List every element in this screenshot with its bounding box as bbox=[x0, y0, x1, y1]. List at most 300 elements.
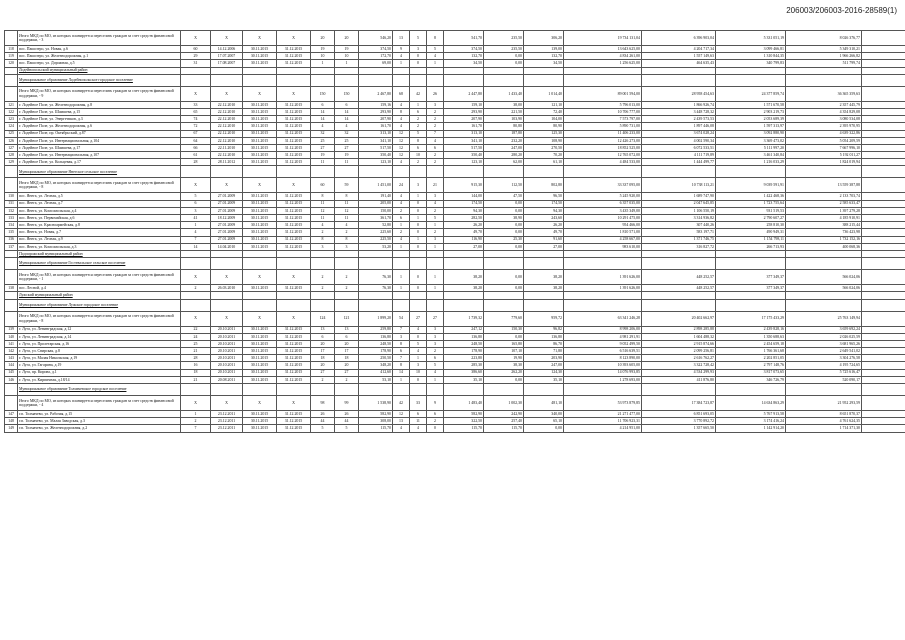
cell-value: X bbox=[181, 311, 211, 326]
cell-value: 3 bbox=[427, 236, 444, 243]
table-body bbox=[5, 31, 905, 433]
empty-cell bbox=[862, 369, 905, 376]
cell-value: 22.12.2010 bbox=[211, 123, 243, 130]
cell-value: 0,00 bbox=[484, 207, 524, 214]
cell-value: 4 bbox=[393, 53, 410, 60]
cell-value: 1 597 313,97 bbox=[716, 123, 786, 130]
empty-cell bbox=[862, 340, 905, 347]
empty-cell bbox=[427, 67, 444, 74]
cell-value: 16 bbox=[181, 362, 211, 369]
cell-value: 31.12.2015 bbox=[277, 193, 311, 200]
section-row bbox=[5, 166, 905, 178]
cell-value: 6 516 639,51 bbox=[564, 348, 642, 355]
cell-value: 30.11.2015 bbox=[243, 348, 277, 355]
cell-value: 2 bbox=[311, 229, 335, 236]
empty-cell bbox=[484, 67, 524, 74]
cell-value: 13 bbox=[393, 418, 410, 425]
cell-value: 4 bbox=[311, 123, 335, 130]
cell-address: Итого МКД по МО, из которых планируется переселить граждан за счет средств финансовой поддержки, - 1 bbox=[18, 270, 181, 285]
cell-value: 64 bbox=[181, 137, 211, 144]
cell-num: 122 bbox=[5, 108, 18, 115]
empty-cell bbox=[862, 355, 905, 362]
empty-cell bbox=[862, 144, 905, 151]
cell-value: 150 bbox=[335, 86, 359, 101]
cell-value: 225,50 bbox=[359, 236, 393, 243]
cell-value: 4 534 299,93 bbox=[642, 369, 716, 376]
cell-value: 3 bbox=[427, 326, 444, 333]
cell-value: 187,80 bbox=[484, 130, 524, 137]
cell-value: 2 bbox=[427, 207, 444, 214]
cell-value: 30.11.2015 bbox=[243, 60, 277, 67]
cell-num: 137 bbox=[5, 243, 18, 250]
cell-value: 582,90 bbox=[359, 411, 393, 418]
cell-value: 2 bbox=[427, 348, 444, 355]
cell-value: 0 bbox=[410, 229, 427, 236]
cell-value: 3 817 073,65 bbox=[716, 369, 786, 376]
cell-address: пос. Янега, ул. Лесная, д.7 bbox=[18, 200, 181, 207]
cell-address: г. Луга, ул. Свирская, д.8 bbox=[18, 348, 181, 355]
empty-cell bbox=[243, 258, 277, 270]
section-row bbox=[5, 292, 905, 299]
cell-value: 32 bbox=[335, 130, 359, 137]
cell-num: 142 bbox=[5, 348, 18, 355]
cell-value: 412,60 bbox=[359, 369, 393, 376]
section-title: Муниципальное образование Лодейнопольское городское поселение bbox=[18, 74, 181, 86]
empty-cell bbox=[444, 384, 484, 396]
cell-value: 8 651 870,37 bbox=[786, 411, 862, 418]
cell-value: 121,10 bbox=[524, 101, 564, 108]
cell-value: 22.12.2010 bbox=[211, 137, 243, 144]
cell-value: 17.08.2007 bbox=[211, 60, 243, 67]
cell-value: 1 bbox=[427, 285, 444, 292]
cell-value: 3 314 936,82 bbox=[642, 215, 716, 222]
cell-value: 3 bbox=[410, 178, 427, 193]
cell-value: 6 bbox=[181, 200, 211, 207]
cell-value: 4 bbox=[393, 123, 410, 130]
cell-value: 316 827,72 bbox=[642, 243, 716, 250]
empty-cell bbox=[484, 299, 524, 311]
cell-value: 72 bbox=[181, 123, 211, 130]
cell-address: г.п. Толмачево, ул. Железнодорожная, д.2 bbox=[18, 425, 181, 432]
cell-value: 225,60 bbox=[359, 229, 393, 236]
cell-num: 138 bbox=[5, 285, 18, 292]
empty-cell bbox=[181, 250, 211, 257]
empty-cell bbox=[181, 292, 211, 299]
empty-cell bbox=[862, 60, 905, 67]
cell-value: 30.11.2015 bbox=[243, 376, 277, 383]
cell-address: г. Лодейное Поле, ул. Энергетиков, д.3 bbox=[18, 116, 181, 123]
cell-value: 5 111 997,20 bbox=[716, 144, 786, 151]
empty-cell bbox=[642, 258, 716, 270]
cell-value: 20 bbox=[335, 362, 359, 369]
empty-cell bbox=[862, 299, 905, 311]
empty-cell bbox=[335, 299, 359, 311]
cell-value: 25 bbox=[335, 137, 359, 144]
cell-value: X bbox=[243, 396, 277, 411]
cell-value: 178,90 bbox=[359, 348, 393, 355]
empty-cell bbox=[410, 250, 427, 257]
cell-value: 3 bbox=[335, 243, 359, 250]
cell-value: 3 461 340,84 bbox=[716, 152, 786, 159]
cell-value: 2 bbox=[410, 123, 427, 130]
cell-value: 108,90 bbox=[524, 137, 564, 144]
cell-value: 25 763 149,94 bbox=[786, 311, 862, 326]
table-row bbox=[5, 348, 905, 355]
cell-value: X bbox=[211, 396, 243, 411]
empty-cell bbox=[410, 299, 427, 311]
cell-value: 0,00 bbox=[484, 333, 524, 340]
cell-value: 17 bbox=[335, 348, 359, 355]
cell-value: 12 426 273,00 bbox=[564, 137, 642, 144]
cell-value: 400 068,36 bbox=[786, 243, 862, 250]
cell-value: 8 bbox=[393, 108, 410, 115]
cell-value: 139,00 bbox=[524, 46, 564, 53]
cell-value: 99 bbox=[335, 396, 359, 411]
cell-num: 141 bbox=[5, 340, 18, 347]
document-id: 206003/206003-2016-28589(1) bbox=[786, 6, 897, 15]
cell-num: 130 bbox=[5, 193, 18, 200]
cell-value: 150,30 bbox=[484, 326, 524, 333]
cell-value: 223,80 bbox=[444, 355, 484, 362]
cell-value: 19 bbox=[335, 46, 359, 53]
table-row bbox=[5, 116, 905, 123]
cell-value: 5 890 731,00 bbox=[564, 123, 642, 130]
cell-address: пос. Янега, ул. Первомайская, д.6 bbox=[18, 215, 181, 222]
cell-value: 2 bbox=[181, 285, 211, 292]
empty-cell bbox=[564, 258, 642, 270]
cell-value: 2 bbox=[410, 116, 427, 123]
cell-value: 5 bbox=[410, 340, 427, 347]
cell-value: 19 bbox=[311, 46, 335, 53]
cell-value: 0,00 bbox=[484, 285, 524, 292]
cell-value: 42 bbox=[393, 396, 410, 411]
empty-cell bbox=[359, 74, 393, 86]
cell-value: 2 bbox=[393, 207, 410, 214]
cell-value: 5 192 011,27 bbox=[786, 152, 862, 159]
cell-value: 38,20 bbox=[524, 285, 564, 292]
cell-value: 247,00 bbox=[484, 144, 524, 151]
cell-value: 350,40 bbox=[444, 152, 484, 159]
cell-value: 2 bbox=[427, 108, 444, 115]
empty-cell bbox=[427, 250, 444, 257]
cell-value: 1 bbox=[427, 60, 444, 67]
empty-cell bbox=[359, 250, 393, 257]
cell-num bbox=[5, 86, 18, 101]
cell-value: 5 054 209,59 bbox=[786, 137, 862, 144]
cell-value: 2 099 256,81 bbox=[642, 348, 716, 355]
cell-value: 12 765 072,00 bbox=[564, 152, 642, 159]
empty-cell bbox=[393, 74, 410, 86]
empty-cell bbox=[642, 292, 716, 299]
cell-value: 541,70 bbox=[444, 31, 484, 46]
cell-num: 144 bbox=[5, 362, 18, 369]
section-title: Муниципальное образование Толмачевское городское поселение bbox=[18, 384, 181, 396]
cell-value: 22 bbox=[181, 326, 211, 333]
cell-num bbox=[5, 384, 18, 396]
empty-cell bbox=[243, 74, 277, 86]
empty-cell bbox=[444, 67, 484, 74]
empty-cell bbox=[862, 215, 905, 222]
cell-value: 931 519,53 bbox=[716, 207, 786, 214]
cell-value: 348,20 bbox=[359, 362, 393, 369]
cell-value: 32 bbox=[311, 130, 335, 137]
cell-value: 27 bbox=[335, 144, 359, 151]
cell-value: 388 215,44 bbox=[786, 222, 862, 229]
cell-value: 1 571 670,58 bbox=[716, 101, 786, 108]
cell-value: X bbox=[277, 178, 311, 193]
cell-value: 22.12.2010 bbox=[211, 116, 243, 123]
cell-value: 91,60 bbox=[524, 236, 564, 243]
empty-cell bbox=[277, 299, 311, 311]
empty-cell bbox=[211, 250, 243, 257]
empty-cell bbox=[716, 250, 786, 257]
cell-value: 248,50 bbox=[359, 340, 393, 347]
cell-num bbox=[5, 67, 18, 74]
empty-cell bbox=[862, 53, 905, 60]
cell-value: 61,10 bbox=[524, 159, 564, 166]
cell-value: 31.12.2015 bbox=[277, 425, 311, 432]
cell-value: 6 357 035,00 bbox=[564, 200, 642, 207]
empty-cell bbox=[243, 384, 277, 396]
cell-value: 4 bbox=[427, 369, 444, 376]
cell-value: 5 bbox=[427, 46, 444, 53]
cell-value: 11 706 923,31 bbox=[564, 418, 642, 425]
cell-value: X bbox=[277, 270, 311, 285]
cell-value: 24 bbox=[181, 333, 211, 340]
cell-value: 1 bbox=[427, 222, 444, 229]
empty-cell bbox=[311, 292, 335, 299]
cell-value: 22.11.2010 bbox=[211, 144, 243, 151]
cell-value: 285,30 bbox=[444, 362, 484, 369]
cell-value: 12 bbox=[393, 152, 410, 159]
empty-cell bbox=[335, 384, 359, 396]
empty-cell bbox=[393, 258, 410, 270]
empty-cell bbox=[359, 292, 393, 299]
cell-value: 27 bbox=[311, 144, 335, 151]
cell-value: 5 bbox=[427, 215, 444, 222]
empty-cell bbox=[427, 292, 444, 299]
empty-cell bbox=[564, 292, 642, 299]
cell-value: 28.11.2012 bbox=[211, 159, 243, 166]
cell-value: 30.11.2015 bbox=[243, 243, 277, 250]
cell-value: 2 bbox=[335, 229, 359, 236]
cell-address: г. Лодейное Поле, ул. Железнодорожная, д.8 bbox=[18, 101, 181, 108]
cell-value: 31.12.2015 bbox=[277, 60, 311, 67]
table-row bbox=[5, 123, 905, 130]
empty-cell bbox=[862, 243, 905, 250]
empty-cell bbox=[862, 222, 905, 229]
cell-value: 136,80 bbox=[524, 333, 564, 340]
cell-value: X bbox=[277, 31, 311, 46]
cell-value: 6 bbox=[410, 144, 427, 151]
cell-value: 6 bbox=[393, 215, 410, 222]
cell-value: 31.12.2015 bbox=[277, 355, 311, 362]
empty-cell bbox=[642, 384, 716, 396]
empty-cell bbox=[335, 67, 359, 74]
cell-value: 172,70 bbox=[359, 53, 393, 60]
cell-value: 18 bbox=[181, 369, 211, 376]
empty-cell bbox=[862, 384, 905, 396]
empty-cell bbox=[277, 292, 311, 299]
empty-cell bbox=[211, 292, 243, 299]
cell-value: X bbox=[243, 31, 277, 46]
cell-value: 14 bbox=[181, 243, 211, 250]
cell-value: 13 559 387,88 bbox=[786, 178, 862, 193]
cell-num bbox=[5, 74, 18, 86]
empty-cell bbox=[211, 67, 243, 74]
cell-value: 4 002 590,34 bbox=[642, 137, 716, 144]
cell-address: г. Лодейное Поле, ул. Интернациональная, д.104 bbox=[18, 137, 181, 144]
cell-value: 7 bbox=[181, 236, 211, 243]
cell-value: 4 111 719,89 bbox=[642, 152, 716, 159]
cell-value: 68 bbox=[393, 86, 410, 101]
total-row bbox=[5, 311, 905, 326]
cell-value: 2 bbox=[410, 159, 427, 166]
empty-cell bbox=[311, 67, 335, 74]
cell-value: 0 bbox=[410, 376, 427, 383]
cell-num bbox=[5, 166, 18, 178]
cell-value: 19 734 131,04 bbox=[564, 31, 642, 46]
cell-value: 5 bbox=[427, 362, 444, 369]
cell-value: 30.11.2015 bbox=[243, 101, 277, 108]
cell-value: 3 bbox=[410, 46, 427, 53]
section-row bbox=[5, 250, 905, 257]
cell-value: 1 897 446,08 bbox=[642, 123, 716, 130]
cell-value: 71,80 bbox=[524, 348, 564, 355]
cell-address: г. Лодейное Поле, ул. Шамшева, д.15 bbox=[18, 108, 181, 115]
cell-value: 1 bbox=[393, 243, 410, 250]
cell-value: 12 bbox=[393, 137, 410, 144]
cell-value: 19 bbox=[311, 152, 335, 159]
cell-value: 8 bbox=[311, 236, 335, 243]
cell-value: 736 423,98 bbox=[786, 229, 862, 236]
cell-address: пос. Янега, ул. Лесная, д.5 bbox=[18, 193, 181, 200]
cell-value: 511 799,74 bbox=[786, 60, 862, 67]
cell-value: 33 337 095,00 bbox=[564, 178, 642, 193]
cell-value: 11 bbox=[335, 159, 359, 166]
cell-value: 10 738 113,21 bbox=[642, 178, 716, 193]
empty-cell bbox=[277, 384, 311, 396]
table-row bbox=[5, 159, 905, 166]
cell-value: 411 876,80 bbox=[642, 376, 716, 383]
cell-value: 30.11.2015 bbox=[243, 418, 277, 425]
cell-value: 5 349 310,21 bbox=[786, 46, 862, 53]
cell-value: 4 bbox=[393, 200, 410, 207]
cell-address: г. Лодейное Поле, ул. Железнодорожная, д.6 bbox=[18, 123, 181, 130]
cell-value: 14 bbox=[335, 108, 359, 115]
cell-value: 2 bbox=[427, 152, 444, 159]
cell-value: 104,00 bbox=[524, 116, 564, 123]
cell-value: 307 440,26 bbox=[642, 222, 716, 229]
cell-value: 1 310 844,35 bbox=[716, 53, 786, 60]
cell-value: 1 bbox=[181, 222, 211, 229]
cell-value: 3 099 466,81 bbox=[716, 46, 786, 53]
cell-value: 161,70 bbox=[359, 123, 393, 130]
cell-value: 0 bbox=[410, 285, 427, 292]
cell-value: 3 770 892,72 bbox=[642, 418, 716, 425]
cell-value: 1 bbox=[335, 60, 359, 67]
cell-value: 27.01.2009 bbox=[211, 193, 243, 200]
cell-num: 133 bbox=[5, 215, 18, 222]
cell-num: 119 bbox=[5, 53, 18, 60]
cell-num bbox=[5, 178, 18, 193]
empty-cell bbox=[277, 74, 311, 86]
cell-value: 313,10 bbox=[444, 130, 484, 137]
empty-cell bbox=[862, 362, 905, 369]
cell-value: 0 bbox=[427, 425, 444, 432]
section-title: Лужский муниципальный район bbox=[18, 292, 181, 299]
cell-value: 2 133 703,74 bbox=[786, 193, 862, 200]
cell-value: 779,60 bbox=[484, 311, 524, 326]
cell-value: 207,90 bbox=[444, 116, 484, 123]
cell-value: 31.12.2015 bbox=[277, 53, 311, 60]
cell-value: 2 bbox=[335, 270, 359, 285]
cell-num: 148 bbox=[5, 418, 18, 425]
cell-value: 31.12.2015 bbox=[277, 200, 311, 207]
cell-value: X bbox=[181, 178, 211, 193]
cell-value: 481,10 bbox=[524, 396, 564, 411]
table-row bbox=[5, 193, 905, 200]
empty-cell bbox=[786, 250, 862, 257]
cell-value: 80,80 bbox=[484, 123, 524, 130]
empty-cell bbox=[862, 46, 905, 53]
cell-value: 1 433,40 bbox=[484, 86, 524, 101]
empty-cell bbox=[181, 384, 211, 396]
empty-cell bbox=[862, 250, 905, 257]
empty-cell bbox=[211, 258, 243, 270]
cell-value: 1 154 798,11 bbox=[716, 236, 786, 243]
cell-value: 22.12.2010 bbox=[211, 152, 243, 159]
cell-value: 14 bbox=[393, 369, 410, 376]
cell-value: 30.11.2015 bbox=[243, 200, 277, 207]
cell-value: 1 732 152,16 bbox=[786, 236, 862, 243]
cell-value: 1 278 693,00 bbox=[564, 376, 642, 383]
cell-value: 3 435 349,00 bbox=[564, 207, 642, 214]
empty-cell bbox=[181, 299, 211, 311]
section-title: Муниципальное образование Янегское сельское поселение bbox=[18, 166, 181, 178]
section-row bbox=[5, 67, 905, 74]
cell-value: 35,10 bbox=[524, 376, 564, 383]
empty-cell bbox=[524, 299, 564, 311]
empty-cell bbox=[716, 74, 786, 86]
empty-cell bbox=[335, 166, 359, 178]
cell-value: 8 998 206,00 bbox=[564, 326, 642, 333]
cell-num: 120 bbox=[5, 60, 18, 67]
empty-cell bbox=[211, 384, 243, 396]
cell-value: 2 bbox=[311, 270, 335, 285]
cell-value: 60 bbox=[311, 178, 335, 193]
cell-value: 4 bbox=[410, 326, 427, 333]
empty-cell bbox=[862, 166, 905, 178]
cell-value: 10 bbox=[311, 53, 335, 60]
cell-value: 1 bbox=[427, 376, 444, 383]
cell-value: 2 bbox=[427, 418, 444, 425]
empty-cell bbox=[181, 74, 211, 86]
cell-value: 1 397 279,28 bbox=[786, 207, 862, 214]
cell-value: 9 039 591,91 bbox=[716, 178, 786, 193]
cell-value: 21 952 293,59 bbox=[786, 396, 862, 411]
cell-value: 6 bbox=[335, 333, 359, 340]
cell-value: 124 bbox=[311, 311, 335, 326]
cell-value: 8 bbox=[427, 31, 444, 46]
cell-value: 1 604 488,32 bbox=[642, 333, 716, 340]
empty-cell bbox=[524, 258, 564, 270]
cell-value: 1 bbox=[410, 101, 427, 108]
cell-address: пос. Янега, ул. Лесная, д.9 bbox=[18, 236, 181, 243]
cell-value: 30.11.2015 bbox=[243, 144, 277, 151]
empty-cell bbox=[786, 292, 862, 299]
cell-value: 1 256 625,00 bbox=[564, 60, 642, 67]
